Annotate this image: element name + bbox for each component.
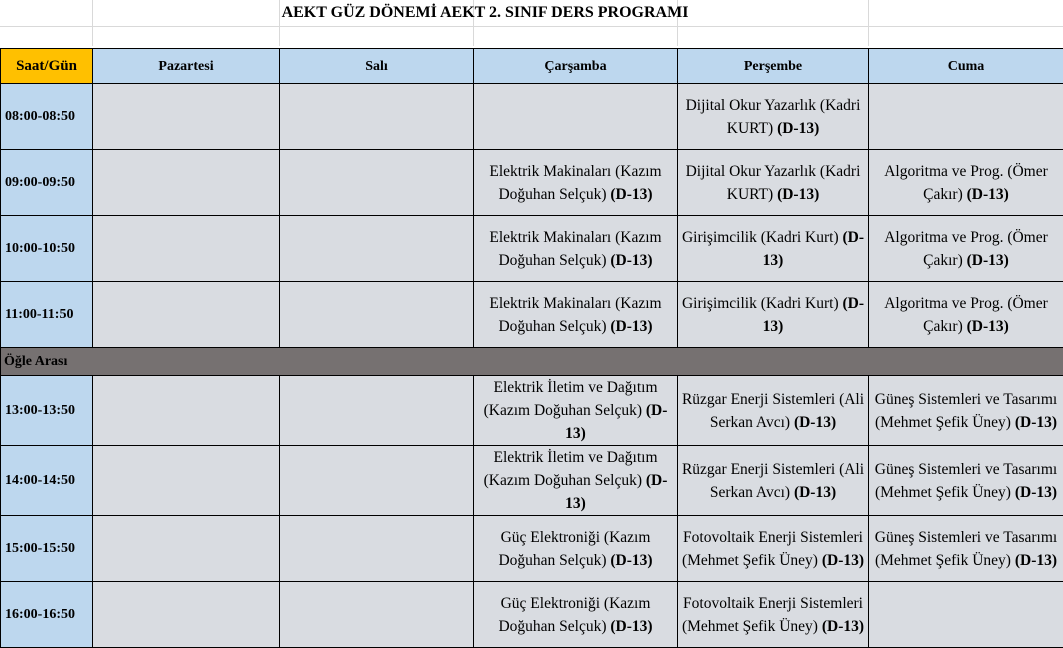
room-code: (D-13) bbox=[763, 295, 864, 335]
table-row bbox=[1, 150, 1063, 216]
schedule-cell-monday[interactable] bbox=[93, 446, 280, 516]
schedule-cell-thursday[interactable] bbox=[678, 216, 869, 282]
course-name: Elektrik Makinaları (Kazım Doğuhan Selçuk) bbox=[489, 295, 661, 335]
room-code: (D-13) bbox=[967, 252, 1009, 269]
schedule-cell-wednesday[interactable] bbox=[474, 446, 678, 516]
room-code: (D-13) bbox=[610, 552, 652, 569]
schedule-cell-friday[interactable] bbox=[869, 84, 1063, 150]
time-slot-cell[interactable]: 08:00-08:50 bbox=[1, 84, 93, 150]
day-header-tuesday[interactable]: Salı bbox=[280, 49, 474, 84]
schedule-cell-thursday[interactable] bbox=[678, 282, 869, 348]
room-code: (D-13) bbox=[610, 252, 652, 269]
schedule-cell-monday[interactable] bbox=[93, 150, 280, 216]
course-name: Güneş Sistemleri ve Tasarımı (Mehmet Şefik Üney) bbox=[875, 461, 1057, 501]
course-name: Dijital Okur Yazarlık (Kadri KURT) bbox=[686, 163, 861, 203]
schedule-table bbox=[0, 48, 1063, 648]
schedule-cell-thursday[interactable] bbox=[678, 446, 869, 516]
day-header-friday[interactable]: Cuma bbox=[869, 49, 1063, 84]
schedule-cell-thursday[interactable] bbox=[678, 582, 869, 648]
table-row bbox=[1, 516, 1063, 582]
day-header-wednesday[interactable]: Çarşamba bbox=[474, 49, 678, 84]
schedule-cell-monday[interactable] bbox=[93, 84, 280, 150]
room-code: (D-13) bbox=[610, 186, 652, 203]
time-slot-cell[interactable]: 13:00-13:50 bbox=[1, 376, 93, 446]
room-code: (D-13) bbox=[565, 402, 667, 442]
course-name: Rüzgar Enerji Sistemleri (Ali Serkan Avcı) bbox=[682, 461, 864, 501]
course-name: Güç Elektroniği (Kazım Doğuhan Selçuk) bbox=[498, 595, 650, 635]
room-code: (D-13) bbox=[777, 120, 819, 137]
schedule-cell-wednesday[interactable] bbox=[474, 216, 678, 282]
room-code: (D-13) bbox=[794, 484, 836, 501]
room-code: (D-13) bbox=[794, 414, 836, 431]
schedule-cell-friday[interactable] bbox=[869, 282, 1063, 348]
room-code: (D-13) bbox=[967, 318, 1009, 335]
day-header-monday[interactable]: Pazartesi bbox=[93, 49, 280, 84]
schedule-cell-thursday[interactable] bbox=[678, 84, 869, 150]
course-name: Algoritma ve Prog. (Ömer Çakır) bbox=[884, 295, 1048, 335]
room-code: (D-13) bbox=[967, 186, 1009, 203]
schedule-cell-friday[interactable] bbox=[869, 516, 1063, 582]
lunch-break-label: Öğle Arası bbox=[4, 354, 67, 369]
schedule-cell-wednesday[interactable] bbox=[474, 84, 678, 150]
course-name: Algoritma ve Prog. (Ömer Çakır) bbox=[884, 229, 1048, 269]
course-name: Elektrik Makinaları (Kazım Doğuhan Selçuk) bbox=[489, 229, 661, 269]
table-row bbox=[1, 84, 1063, 150]
schedule-cell-wednesday[interactable] bbox=[474, 582, 678, 648]
schedule-cell-thursday[interactable] bbox=[678, 376, 869, 446]
schedule-cell-friday[interactable] bbox=[869, 376, 1063, 446]
schedule-cell-tuesday[interactable] bbox=[280, 282, 474, 348]
course-name: Elektrik İletim ve Dağıtım (Kazım Doğuhan Selçuk) bbox=[484, 379, 658, 419]
room-code: (D-13) bbox=[1015, 552, 1057, 569]
schedule-cell-friday[interactable] bbox=[869, 582, 1063, 648]
schedule-cell-wednesday[interactable] bbox=[474, 516, 678, 582]
time-slot-cell[interactable]: 14:00-14:50 bbox=[1, 446, 93, 516]
table-row bbox=[1, 446, 1063, 516]
schedule-cell-tuesday[interactable] bbox=[280, 150, 474, 216]
day-header-thursday[interactable]: Perşembe bbox=[678, 49, 869, 84]
course-name: Elektrik İletim ve Dağıtım (Kazım Doğuhan Selçuk) bbox=[484, 449, 658, 489]
table-row bbox=[1, 282, 1063, 348]
time-slot-cell[interactable]: 16:00-16:50 bbox=[1, 582, 93, 648]
schedule-cell-monday[interactable] bbox=[93, 376, 280, 446]
time-slot-cell[interactable]: 15:00-15:50 bbox=[1, 516, 93, 582]
schedule-cell-monday[interactable] bbox=[93, 582, 280, 648]
schedule-cell-tuesday[interactable] bbox=[280, 516, 474, 582]
table-row bbox=[1, 376, 1063, 446]
schedule-cell-wednesday[interactable] bbox=[474, 376, 678, 446]
schedule-cell-thursday[interactable] bbox=[678, 150, 869, 216]
room-code: (D-13) bbox=[610, 618, 652, 635]
room-code: (D-13) bbox=[610, 318, 652, 335]
room-code: (D-13) bbox=[565, 472, 667, 512]
lunch-break-row bbox=[1, 348, 1063, 376]
schedule-cell-friday[interactable] bbox=[869, 216, 1063, 282]
course-name: Güneş Sistemleri ve Tasarımı (Mehmet Şefik Üney) bbox=[875, 391, 1057, 431]
course-name: Rüzgar Enerji Sistemleri (Ali Serkan Avcı) bbox=[682, 391, 864, 431]
room-code: (D-13) bbox=[777, 186, 819, 203]
corner-header[interactable]: Saat/Gün bbox=[1, 49, 93, 84]
course-name: Girişimcilik (Kadri Kurt) bbox=[682, 229, 839, 246]
room-code: (D-13) bbox=[763, 229, 864, 269]
time-slot-cell[interactable]: 10:00-10:50 bbox=[1, 216, 93, 282]
schedule-cell-friday[interactable] bbox=[869, 150, 1063, 216]
course-name: Fotovoltaik Enerji Sistemleri (Mehmet Şefik Üney) bbox=[682, 529, 863, 569]
header-row bbox=[1, 49, 1063, 84]
table-row bbox=[1, 216, 1063, 282]
course-name: Elektrik Makinaları (Kazım Doğuhan Selçuk) bbox=[489, 163, 661, 203]
schedule-cell-wednesday[interactable] bbox=[474, 150, 678, 216]
course-name: Güneş Sistemleri ve Tasarımı (Mehmet Şefik Üney) bbox=[875, 529, 1057, 569]
schedule-cell-monday[interactable] bbox=[93, 216, 280, 282]
schedule-cell-friday[interactable] bbox=[869, 446, 1063, 516]
room-code: (D-13) bbox=[1015, 414, 1057, 431]
page-title: AEKT GÜZ DÖNEMİ AEKT 2. SINIF DERS PROGRAMI bbox=[92, 0, 878, 26]
schedule-cell-tuesday[interactable] bbox=[280, 446, 474, 516]
room-code: (D-13) bbox=[822, 618, 864, 635]
schedule-cell-tuesday[interactable] bbox=[280, 376, 474, 446]
schedule-cell-monday[interactable] bbox=[93, 516, 280, 582]
sheet-gridline bbox=[0, 26, 1063, 27]
course-name: Algoritma ve Prog. (Ömer Çakır) bbox=[884, 163, 1048, 203]
schedule-cell-tuesday[interactable] bbox=[280, 84, 474, 150]
time-slot-cell[interactable]: 11:00-11:50 bbox=[1, 282, 93, 348]
course-name: Girişimcilik (Kadri Kurt) bbox=[682, 295, 839, 312]
lunch-break-cell[interactable] bbox=[1, 348, 1063, 376]
room-code: (D-13) bbox=[1015, 484, 1057, 501]
table-row bbox=[1, 582, 1063, 648]
course-name: Dijital Okur Yazarlık (Kadri KURT) bbox=[686, 97, 861, 137]
schedule-cell-tuesday[interactable] bbox=[280, 216, 474, 282]
schedule-cell-wednesday[interactable] bbox=[474, 282, 678, 348]
schedule-cell-thursday[interactable] bbox=[678, 516, 869, 582]
time-slot-cell[interactable]: 09:00-09:50 bbox=[1, 150, 93, 216]
course-name: Güç Elektroniği (Kazım Doğuhan Selçuk) bbox=[498, 529, 650, 569]
schedule-cell-tuesday[interactable] bbox=[280, 582, 474, 648]
schedule-cell-monday[interactable] bbox=[93, 282, 280, 348]
room-code: (D-13) bbox=[822, 552, 864, 569]
course-name: Fotovoltaik Enerji Sistemleri (Mehmet Şefik Üney) bbox=[682, 595, 863, 635]
